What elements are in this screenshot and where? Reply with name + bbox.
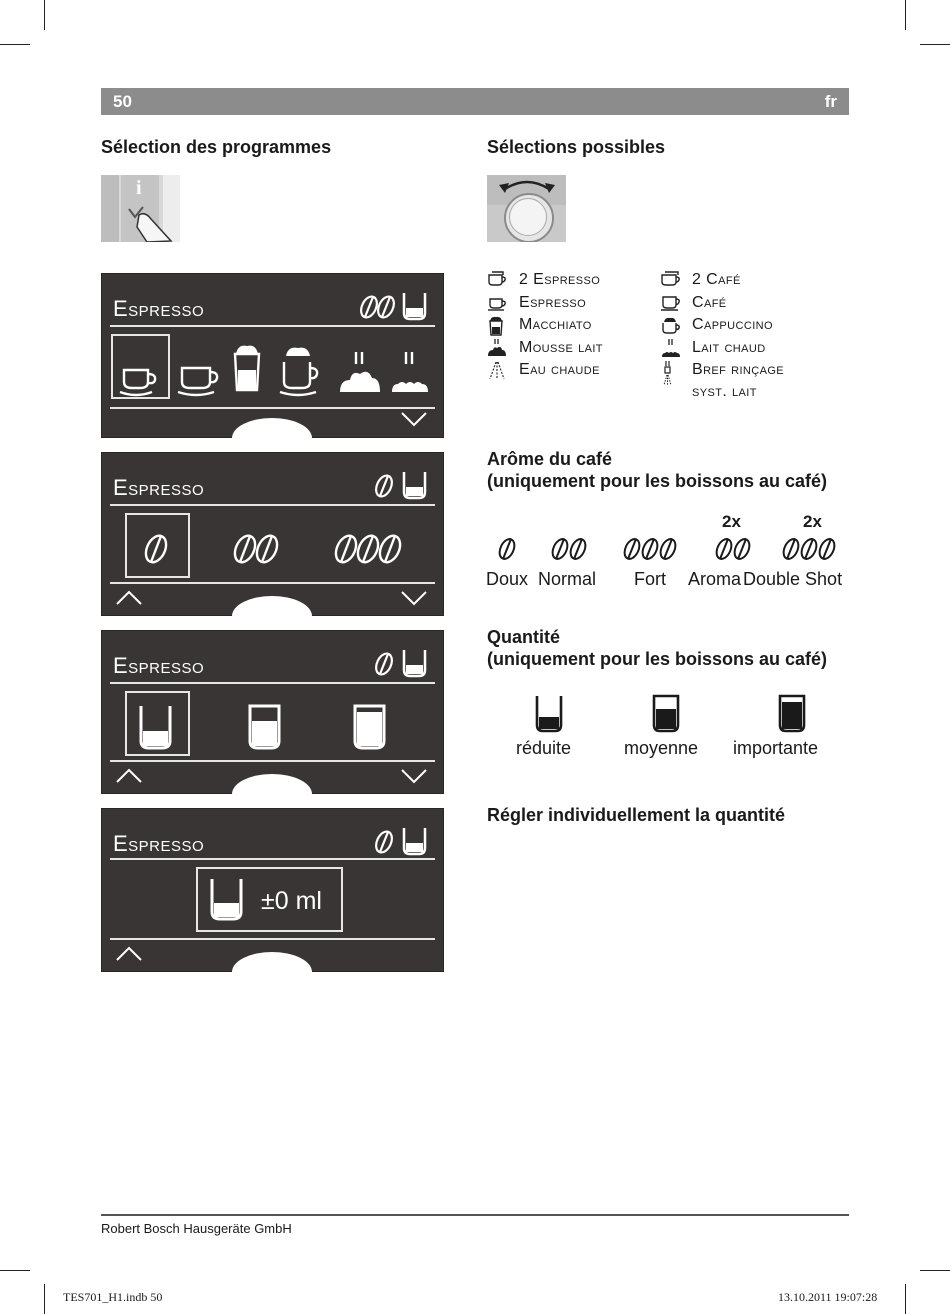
language-code: fr <box>824 92 837 111</box>
crop-mark <box>0 1270 30 1271</box>
crop-mark <box>0 44 30 45</box>
warm-milk-icon <box>392 352 428 392</box>
rotary-knob-photo <box>487 175 566 242</box>
legend-item: Café <box>660 292 840 314</box>
crop-mark <box>44 0 45 30</box>
aroma-beans-row <box>132 523 412 573</box>
legend-item: Espresso <box>487 292 647 314</box>
cup-small-icon <box>209 876 245 924</box>
legend-item: Cappuccino <box>660 314 840 336</box>
espresso-cup-icon <box>120 370 155 395</box>
chevron-up-icon <box>115 767 143 785</box>
cappuccino-cup-icon <box>280 348 317 395</box>
chevron-up-icon <box>115 945 143 963</box>
cup-quantity-icon <box>404 293 425 319</box>
cappuccino-cup-icon <box>660 316 682 336</box>
quantity-heading: Quantité (uniquement pour les boissons au café) <box>487 627 828 669</box>
coffee-cup-icon <box>178 368 217 395</box>
slug-timestamp: 13.10.2011 19:07:28 <box>778 1290 878 1304</box>
display-panel-program <box>101 273 444 438</box>
bean-icon <box>622 537 643 562</box>
aroma-heading: Arôme du café (uniquement pour les boissons au café) <box>487 449 828 491</box>
bean-icon <box>658 537 679 562</box>
aroma-one-bean-icon <box>372 646 430 680</box>
finger-press-icon <box>101 175 180 242</box>
legend-item: Macchiato <box>487 314 647 336</box>
legend-item: Eau chaude <box>487 359 647 381</box>
chevron-down-icon <box>400 410 428 428</box>
bean-icon <box>640 537 661 562</box>
panel-title: Espresso <box>113 296 205 321</box>
aroma-label: Doux <box>486 569 529 589</box>
legend-item: Lait chaud <box>660 337 840 359</box>
beverage-icons-row <box>116 340 436 400</box>
aroma-one-bean-icon <box>372 468 430 502</box>
panel-title: Espresso <box>113 475 205 500</box>
display-panel-quantity <box>101 630 444 794</box>
double-cup-icon <box>487 271 507 289</box>
aroma-label: Double Shot <box>743 569 843 589</box>
crop-mark <box>920 44 950 45</box>
aroma-two-beans-icon <box>357 289 429 323</box>
chevron-down-icon <box>400 589 428 607</box>
cup-medium-icon <box>250 706 279 748</box>
cup-large-icon <box>355 706 384 748</box>
legend-item: 2 Espresso <box>487 269 647 291</box>
crop-mark <box>44 1284 45 1314</box>
page-number: 50 <box>113 92 132 111</box>
chevron-down-icon <box>400 767 428 785</box>
display-panel-adjust <box>101 808 444 972</box>
cup-medium-icon <box>652 694 684 734</box>
cup-large-icon <box>778 694 810 734</box>
display-panel-aroma <box>101 452 444 616</box>
panel-title: Espresso <box>113 653 205 678</box>
quantity-label: réduite <box>516 738 572 758</box>
double-marker: 2x <box>803 512 822 531</box>
quantity-cups-row <box>138 703 398 753</box>
footer-company: Robert Bosch Hausgeräte GmbH <box>101 1221 292 1236</box>
rotate-arrows-icon <box>487 175 566 242</box>
quantity-offset-value: ±0 ml <box>261 887 322 915</box>
panel-title: Espresso <box>113 831 205 856</box>
macchiato-glass-icon <box>487 316 507 336</box>
espresso-cup-icon <box>487 294 507 312</box>
program-selection-heading: Sélection des programmes <box>101 137 332 157</box>
quantity-label: moyenne <box>624 738 699 758</box>
crop-mark <box>905 1284 906 1314</box>
macchiato-glass-icon <box>235 346 259 390</box>
cup-small-icon <box>141 706 170 748</box>
bean-icon <box>497 537 518 562</box>
chevron-up-icon <box>115 589 143 607</box>
aroma-label: Fort <box>634 569 667 589</box>
bean-icon <box>568 537 589 562</box>
possible-selections-heading: Sélections possibles <box>487 137 666 157</box>
double-marker: 2x <box>722 512 741 531</box>
legend-item: Mousse lait <box>487 337 647 359</box>
bean-icon <box>732 537 753 562</box>
bean-icon <box>781 537 802 562</box>
page-header-bar <box>101 88 849 115</box>
aroma-beans-legend <box>487 533 847 565</box>
double-coffee-cup-icon <box>660 271 682 289</box>
aroma-label: Normal <box>538 569 597 589</box>
crop-mark <box>905 0 906 30</box>
footer-rule <box>101 1214 849 1216</box>
crop-mark <box>920 1270 950 1271</box>
warm-milk-icon <box>660 339 682 359</box>
bean-icon <box>817 537 838 562</box>
slug-file: TES701_H1.indb 50 <box>63 1290 163 1304</box>
individual-quantity-heading: Régler individuellement la quantité <box>487 805 786 825</box>
milk-foam-icon <box>487 339 507 359</box>
hot-water-icon <box>487 361 507 381</box>
aroma-one-bean-icon <box>372 824 430 858</box>
aroma-label: Aroma <box>688 569 742 589</box>
legend-item: Bref rinçage <box>660 359 840 381</box>
bean-icon <box>714 537 735 562</box>
cup-small-icon <box>535 694 567 734</box>
quantity-label: importante <box>733 738 819 758</box>
coffee-cup-icon <box>660 294 682 312</box>
info-button-photo <box>101 175 180 242</box>
legend-item: 2 Café <box>660 269 840 291</box>
milk-foam-icon <box>340 352 380 392</box>
info-icon: i <box>136 177 142 199</box>
legend-item: syst. lait <box>692 383 757 400</box>
bean-icon <box>799 537 820 562</box>
bean-icon <box>550 537 571 562</box>
